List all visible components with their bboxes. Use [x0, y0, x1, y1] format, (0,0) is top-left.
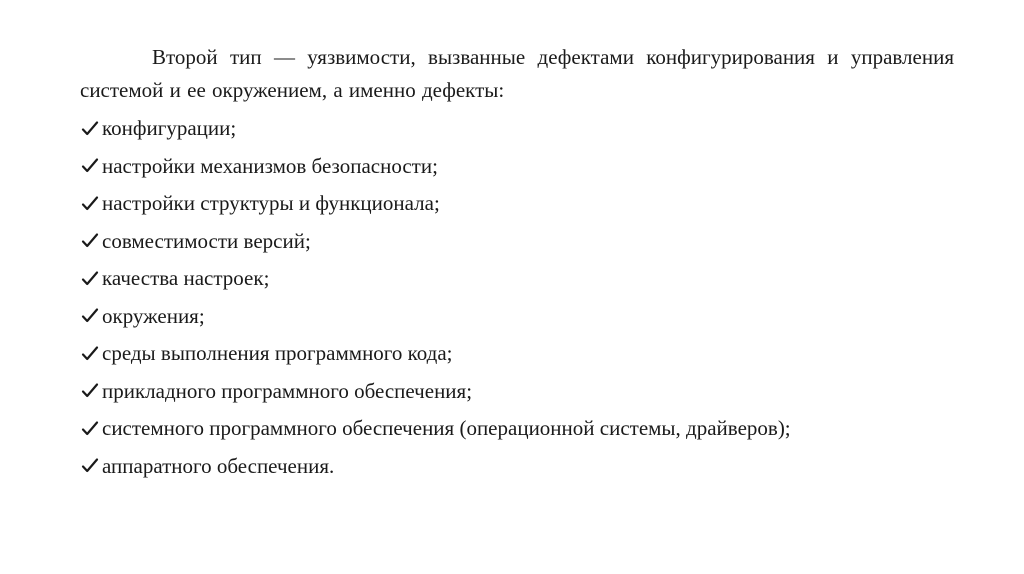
list-item: [80, 335, 954, 373]
checkmark-icon: [80, 231, 100, 251]
slide-content: [80, 41, 954, 485]
list-item-text: прикладного программного обеспечения;: [102, 378, 473, 403]
defect-list: [80, 110, 954, 485]
checkmark-icon: [80, 156, 100, 176]
list-item: [80, 448, 954, 486]
checkmark-icon: [80, 306, 100, 326]
list-item: [80, 410, 954, 448]
list-item: [80, 223, 954, 261]
list-item-text: конфигурации;: [102, 116, 237, 140]
checkmark-icon: [80, 119, 100, 139]
intro-paragraph: Второй тип — уязвимости, вызванные дефектами конфигурирования и управления системой и ее окружением, а именно дефекты:: [80, 45, 954, 102]
list-item: [80, 373, 954, 411]
checkmark-icon: [80, 456, 100, 476]
list-item-text: аппаратного обеспечения.: [102, 453, 335, 478]
list-item-text: настройки структуры и функционала;: [102, 191, 440, 215]
list-item: [80, 110, 954, 148]
list-item-text: совместимости версий;: [102, 228, 311, 253]
list-item-text: системного программного обеспечения (операционной системы, драйверов);: [102, 416, 791, 440]
list-item-text: настройки механизмов безопасности;: [102, 153, 438, 178]
list-item: [80, 298, 954, 336]
list-item-text: качества настроек;: [102, 266, 270, 290]
list-item: [80, 260, 954, 298]
list-item: [80, 185, 954, 223]
checkmark-icon: [80, 269, 100, 289]
checkmark-icon: [80, 419, 100, 439]
list-item-text: окружения;: [102, 303, 205, 328]
list-item-text: среды выполнения программного кода;: [102, 341, 453, 365]
list-item: [80, 148, 954, 186]
checkmark-icon: [80, 194, 100, 214]
checkmark-icon: [80, 344, 100, 364]
checkmark-icon: [80, 381, 100, 401]
